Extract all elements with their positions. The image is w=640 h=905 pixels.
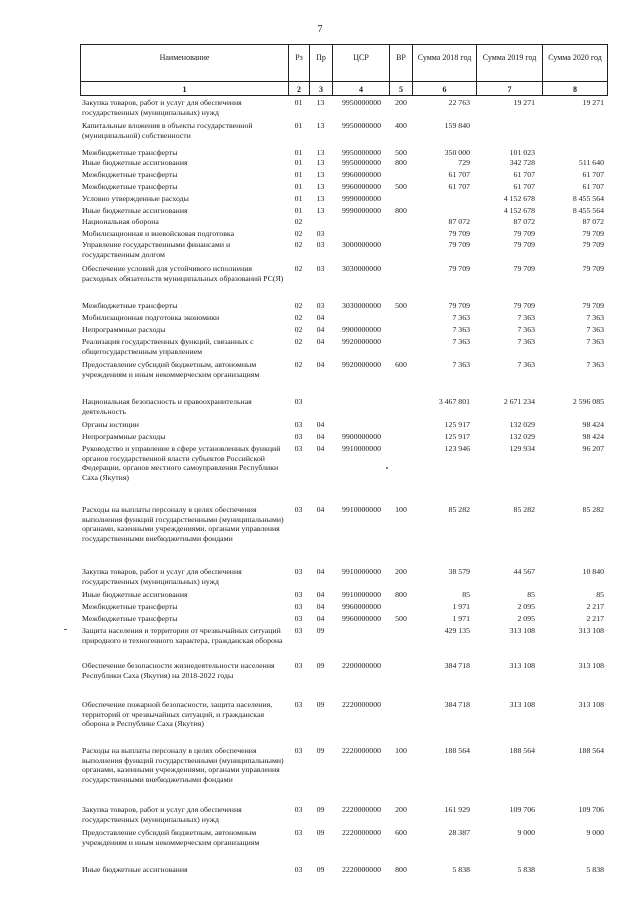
cell-y2020: 313 108 (578, 700, 604, 709)
cell-y2020: 61 707 (582, 182, 604, 191)
cell-rz: 03 (294, 420, 303, 429)
cell-y2019: 342 728 (509, 158, 535, 167)
cell-rz: 03 (294, 865, 303, 874)
cell-pr: 13 (316, 148, 325, 157)
cell-rz: 03 (294, 805, 303, 814)
cell-csr: 9960000000 (342, 182, 381, 191)
cell-pr: 04 (316, 602, 325, 611)
cell-name: Закупка товаров, работ и услуг для обеспечения государственных (муниципальных) нужд (82, 567, 242, 586)
cell-y2019: 9 000 (517, 828, 535, 837)
cell-y2018: 1 971 (452, 614, 470, 623)
cell-rz: 02 (294, 240, 303, 249)
cell-y2020: 79 709 (582, 301, 604, 310)
col-num-7: 7 (477, 82, 543, 96)
cell-csr: 9920000000 (342, 360, 381, 369)
cell-rz: 03 (294, 828, 303, 837)
col-num-6: 6 (413, 82, 477, 96)
cell-y2018: 85 282 (448, 505, 470, 514)
cell-pr: 09 (316, 805, 325, 814)
cell-y2020: 79 709 (582, 264, 604, 273)
cell-y2018: 87 072 (448, 217, 470, 226)
cell-pr: 09 (316, 661, 325, 670)
cell-y2019: 313 108 (509, 700, 535, 709)
cell-y2020: 511 640 (578, 158, 604, 167)
cell-csr: 3000000000 (342, 240, 381, 249)
cell-pr: 13 (316, 206, 325, 215)
cell-y2019: 313 108 (509, 626, 535, 635)
cell-name: Обеспечение пожарной безопасности, защита населения, территорий от чрезвычайных ситуаций, и гражданская оборона в Республике Саха (Якутия) (82, 700, 273, 729)
cell-y2019: 87 072 (513, 217, 535, 226)
cell-y2018: 125 917 (444, 420, 470, 429)
col-num-8: 8 (573, 84, 577, 94)
table-header (80, 44, 608, 96)
cell-csr: 9910000000 (342, 567, 381, 576)
cell-y2019: 132 029 (509, 420, 535, 429)
cell-y2020: 7 363 (586, 360, 604, 369)
cell-y2020: 79 709 (582, 240, 604, 249)
cell-csr: 2200000000 (342, 661, 381, 670)
cell-csr: 9950000000 (342, 148, 381, 157)
cell-y2020: 7 363 (586, 313, 604, 322)
cell-vr: 800 (395, 158, 407, 167)
cell-csr: 9950000000 (342, 98, 381, 107)
cell-rz: 03 (294, 397, 303, 406)
cell-name: Национальная оборона (82, 217, 159, 226)
cell-y2020: 5 838 (586, 865, 604, 874)
cell-rz: 01 (294, 194, 303, 203)
col-num-3: 3 (310, 82, 333, 96)
cell-name: Межбюджетные трансферты (82, 170, 178, 179)
cell-pr: 09 (316, 828, 325, 837)
cell-csr: 9900000000 (342, 432, 381, 441)
cell-y2018: 125 917 (444, 432, 470, 441)
cell-csr: 9990000000 (342, 206, 381, 215)
cell-rz: 02 (294, 217, 303, 226)
cell-name: Капитальные вложения в объекты государственной (муниципальной) собственности (82, 121, 253, 140)
cell-rz: 01 (294, 206, 303, 215)
cell-pr: 04 (316, 313, 325, 322)
cell-name: Иные бюджетные ассигнования (82, 590, 188, 599)
cell-pr: 13 (316, 158, 325, 167)
cell-y2019: 85 282 (513, 505, 535, 514)
cell-y2020: 85 (596, 590, 604, 599)
cell-y2019: 7 363 (517, 313, 535, 322)
cell-y2018: 159 840 (444, 121, 470, 130)
cell-y2018: 61 707 (448, 170, 470, 179)
header-rz: Рз (289, 45, 310, 81)
cell-name: Обеспечение безопасности жизнедеятельности населения Республики Саха (Якутия) на 2018-2022 годы (82, 661, 275, 680)
cell-y2019: 79 709 (513, 264, 535, 273)
cell-y2019: 109 706 (509, 805, 535, 814)
cell-name: Органы юстиции (82, 420, 139, 429)
cell-y2020: 188 564 (578, 746, 604, 755)
cell-y2019: 188 564 (509, 746, 535, 755)
cell-name: Иные бюджетные ассигнования (82, 206, 188, 215)
cell-csr: 2220000000 (342, 828, 381, 837)
cell-y2018: 384 718 (444, 661, 470, 670)
cell-rz: 02 (294, 229, 303, 238)
cell-y2019: 19 271 (513, 98, 535, 107)
cell-y2020: 2 596 085 (572, 397, 604, 406)
cell-vr: 800 (395, 206, 407, 215)
cell-y2018: 7 363 (452, 360, 470, 369)
cell-name: Условно утвержденные расходы (82, 194, 189, 203)
cell-y2020: 8 455 564 (572, 194, 604, 203)
cell-pr: 04 (316, 590, 325, 599)
cell-csr: 9960000000 (342, 614, 381, 623)
header-2018: Сумма 2018 год (413, 45, 477, 81)
cell-rz: 03 (294, 602, 303, 611)
cell-rz: 02 (294, 325, 303, 334)
cell-pr: 03 (316, 264, 325, 273)
cell-rz: 02 (294, 264, 303, 273)
cell-y2018: 3 467 801 (438, 397, 470, 406)
cell-pr: 03 (316, 240, 325, 249)
col-num-5: 5 (390, 82, 413, 96)
cell-y2020: 96 207 (582, 444, 604, 453)
cell-y2018: 79 709 (448, 264, 470, 273)
cell-vr: 600 (395, 828, 407, 837)
header-2019: Сумма 2019 год (477, 45, 543, 81)
cell-name: Защита населения и территории от чрезвычайных ситуаций природного и техногенного характера, гражданская оборона (82, 626, 283, 645)
scan-speck (386, 467, 388, 469)
cell-y2019: 2 095 (517, 614, 535, 623)
scan-speck (64, 629, 67, 630)
cell-y2018: 1 971 (452, 602, 470, 611)
cell-y2018: 7 363 (452, 337, 470, 346)
cell-name: Закупка товаров, работ и услуг для обеспечения государственных (муниципальных) нужд (82, 805, 242, 824)
cell-y2018: 79 709 (448, 301, 470, 310)
cell-y2020: 313 108 (578, 626, 604, 635)
cell-vr: 800 (395, 865, 407, 874)
cell-rz: 03 (294, 700, 303, 709)
cell-pr: 04 (316, 420, 325, 429)
cell-y2020: 9 000 (586, 828, 604, 837)
cell-csr: 3030000000 (342, 301, 381, 310)
cell-y2019: 7 363 (517, 360, 535, 369)
header-titles (81, 45, 607, 81)
cell-y2018: 22 763 (448, 98, 470, 107)
cell-vr: 100 (395, 746, 407, 755)
header-pr: Пр (310, 45, 333, 81)
cell-pr: 04 (316, 432, 325, 441)
cell-y2019: 44 567 (513, 567, 535, 576)
cell-rz: 03 (294, 505, 303, 514)
cell-name: Иные бюджетные ассигнования (82, 158, 188, 167)
cell-pr: 09 (316, 746, 325, 755)
cell-csr: 9910000000 (342, 590, 381, 599)
cell-y2019: 79 709 (513, 240, 535, 249)
cell-rz: 03 (294, 746, 303, 755)
cell-y2018: 79 709 (448, 229, 470, 238)
cell-name: Предоставление субсидий бюджетным, автономным учреждениям и иным некоммерческим организациям (82, 360, 260, 379)
cell-y2020: 10 840 (582, 567, 604, 576)
cell-y2019: 4 152 678 (503, 194, 535, 203)
cell-pr: 03 (316, 229, 325, 238)
cell-y2019: 2 095 (517, 602, 535, 611)
header-column-numbers (81, 81, 607, 96)
cell-pr: 09 (316, 865, 325, 874)
cell-y2018: 350 000 (444, 148, 470, 157)
col-num-1: 1 (81, 82, 289, 96)
cell-pr: 09 (316, 626, 325, 635)
cell-y2019: 61 707 (513, 182, 535, 191)
cell-vr: 500 (395, 614, 407, 623)
cell-name: Управление государственными финансами и государственным долгом (82, 240, 231, 259)
cell-pr: 04 (316, 567, 325, 576)
cell-y2018: 38 579 (448, 567, 470, 576)
cell-y2018: 729 (458, 158, 470, 167)
cell-y2018: 28 387 (448, 828, 470, 837)
cell-y2020: 2 217 (586, 602, 604, 611)
cell-csr: 9960000000 (342, 170, 381, 179)
cell-y2018: 85 (462, 590, 470, 599)
cell-y2019: 85 (527, 590, 535, 599)
cell-y2018: 161 929 (444, 805, 470, 814)
cell-y2020: 19 271 (582, 98, 604, 107)
cell-name: Иные бюджетные ассигнования (82, 865, 188, 874)
header-2020: Сумма 2020 год (548, 53, 602, 62)
cell-y2019: 7 363 (517, 325, 535, 334)
header-name: Наименование (81, 45, 289, 81)
cell-name: Национальная безопасность и правоохранительная деятельность (82, 397, 252, 416)
cell-name: Межбюджетные трансферты (82, 602, 178, 611)
cell-y2019: 79 709 (513, 301, 535, 310)
cell-name: Непрограммные расходы (82, 325, 166, 334)
cell-rz: 01 (294, 98, 303, 107)
cell-csr: 9910000000 (342, 505, 381, 514)
cell-y2020: 313 108 (578, 661, 604, 670)
cell-csr: 2220000000 (342, 746, 381, 755)
cell-name: Межбюджетные трансферты (82, 148, 178, 157)
cell-pr: 13 (316, 170, 325, 179)
cell-pr: 09 (316, 700, 325, 709)
cell-y2018: 7 363 (452, 313, 470, 322)
cell-y2019: 132 029 (509, 432, 535, 441)
cell-name: Мобилизационная подготовка экономики (82, 313, 220, 322)
cell-csr: 9950000000 (342, 158, 381, 167)
cell-y2020: 2 217 (586, 614, 604, 623)
cell-name: Реализация государственных функций, связанных с общегосударственным управлением (82, 337, 254, 356)
cell-y2020: 85 282 (582, 505, 604, 514)
cell-y2020: 79 709 (582, 229, 604, 238)
cell-rz: 03 (294, 432, 303, 441)
cell-vr: 200 (395, 805, 407, 814)
cell-name: Предоставление субсидий бюджетным, автономным учреждениям и иным некоммерческим организациям (82, 828, 260, 847)
cell-rz: 01 (294, 148, 303, 157)
cell-vr: 500 (395, 301, 407, 310)
page-number: 7 (317, 24, 323, 35)
cell-csr: 9950000000 (342, 121, 381, 130)
cell-pr: 04 (316, 325, 325, 334)
cell-rz: 03 (294, 590, 303, 599)
cell-y2020: 87 072 (582, 217, 604, 226)
cell-name: Мобилизационная и вневойсковая подготовка (82, 229, 235, 238)
cell-vr: 800 (395, 590, 407, 599)
cell-rz: 02 (294, 337, 303, 346)
cell-name: Межбюджетные трансферты (82, 301, 178, 310)
cell-pr: 13 (316, 98, 325, 107)
cell-vr: 600 (395, 360, 407, 369)
cell-y2019: 5 838 (517, 865, 535, 874)
cell-pr: 04 (316, 337, 325, 346)
cell-y2020: 109 706 (578, 805, 604, 814)
cell-rz: 03 (294, 444, 303, 453)
cell-name: Руководство и управление в сфере установленных функций органов государственной власти субъектов Российской Федерации, органов местного самоуправления Республики Саха (Якутия) (82, 444, 281, 482)
cell-y2018: 5 838 (452, 865, 470, 874)
cell-y2018: 188 564 (444, 746, 470, 755)
cell-y2018: 7 363 (452, 325, 470, 334)
cell-pr: 13 (316, 194, 325, 203)
cell-rz: 01 (294, 170, 303, 179)
col-num-2: 2 (289, 82, 310, 96)
cell-csr: 2220000000 (342, 805, 381, 814)
cell-pr: 03 (316, 301, 325, 310)
cell-rz: 01 (294, 158, 303, 167)
cell-csr: 9910000000 (342, 444, 381, 453)
header-csr: ЦСР (333, 45, 390, 81)
cell-vr: 500 (395, 182, 407, 191)
cell-name: Межбюджетные трансферты (82, 614, 178, 623)
cell-vr: 400 (395, 121, 407, 130)
cell-pr: 04 (316, 505, 325, 514)
cell-y2020: 7 363 (586, 337, 604, 346)
cell-y2019: 129 934 (509, 444, 535, 453)
cell-csr: 2220000000 (342, 700, 381, 709)
cell-rz: 03 (294, 567, 303, 576)
cell-y2019: 7 363 (517, 337, 535, 346)
cell-rz: 02 (294, 313, 303, 322)
cell-rz: 01 (294, 182, 303, 191)
cell-csr: 3030000000 (342, 264, 381, 273)
cell-name: Непрограммные расходы (82, 432, 166, 441)
cell-csr: 9960000000 (342, 602, 381, 611)
cell-y2018: 384 718 (444, 700, 470, 709)
cell-csr: 9900000000 (342, 325, 381, 334)
cell-y2020: 61 707 (582, 170, 604, 179)
cell-rz: 03 (294, 661, 303, 670)
cell-vr: 500 (395, 148, 407, 157)
cell-vr: 200 (395, 98, 407, 107)
cell-vr: 200 (395, 567, 407, 576)
cell-name: Расходы на выплаты персоналу в целях обеспечения выполнения функций государственными (муниципальными) органами, казенными учреждениями, органами управления государственными внебюджетными фондами (82, 746, 284, 784)
cell-y2018: 79 709 (448, 240, 470, 249)
cell-y2019: 4 152 678 (503, 206, 535, 215)
cell-rz: 02 (294, 360, 303, 369)
cell-y2019: 79 709 (513, 229, 535, 238)
header-vr: ВР (390, 45, 413, 81)
cell-y2020: 98 424 (582, 432, 604, 441)
cell-y2019: 313 108 (509, 661, 535, 670)
cell-name: Межбюджетные трансферты (82, 182, 178, 191)
cell-y2020: 7 363 (586, 325, 604, 334)
cell-pr: 04 (316, 614, 325, 623)
cell-name: Расходы на выплаты персоналу в целях обеспечения выполнения функций государственными (муниципальными) органами, казенными учреждениями, органами управления государственными внебюджетными фондами (82, 505, 284, 543)
cell-pr: 13 (316, 121, 325, 130)
cell-y2018: 123 946 (444, 444, 470, 453)
cell-rz: 03 (294, 614, 303, 623)
cell-y2019: 61 707 (513, 170, 535, 179)
cell-y2019: 2 671 234 (503, 397, 535, 406)
cell-pr: 13 (316, 182, 325, 191)
cell-y2020: 8 455 564 (572, 206, 604, 215)
cell-csr: 9990000000 (342, 194, 381, 203)
cell-y2018: 429 135 (444, 626, 470, 635)
cell-pr: 04 (316, 444, 325, 453)
cell-y2020: 98 424 (582, 420, 604, 429)
cell-pr: 04 (316, 360, 325, 369)
cell-y2018: 61 707 (448, 182, 470, 191)
cell-name: Закупка товаров, работ и услуг для обеспечения государственных (муниципальных) нужд (82, 98, 242, 117)
cell-y2019: 101 023 (509, 148, 535, 157)
cell-csr: 2220000000 (342, 865, 381, 874)
cell-vr: 100 (395, 505, 407, 514)
col-num-4: 4 (333, 82, 390, 96)
cell-name: Обеспечение условий для устойчивого исполнения расходных обязательств муниципальных образований РС(Я) (82, 264, 284, 283)
cell-csr: 9920000000 (342, 337, 381, 346)
cell-rz: 02 (294, 301, 303, 310)
cell-rz: 03 (294, 626, 303, 635)
cell-rz: 01 (294, 121, 303, 130)
